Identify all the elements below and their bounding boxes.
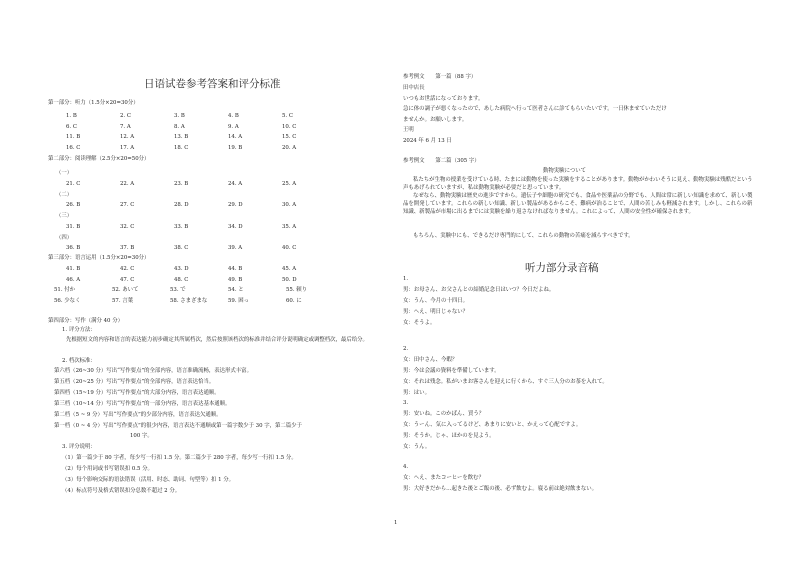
answer-item: 46. A: [66, 276, 81, 283]
essay2-paragraph: 私たちが生物の授業を受けている時、たまには動物を使った実験をすることがあります。動物がかわいそうに見え、動物実験は残酷だという声もあげられていますが、私は動物実験が必要だと思っています。: [403, 177, 753, 191]
dialog-line: 男：安いね。このかばん、買う？: [403, 411, 485, 417]
dialog-line: 女：へえ、またコーヒーを飲む？: [403, 475, 484, 481]
dialog-line: 男：お母さん、お父さんとの結婚記念日はいつ？今日だよね。: [403, 287, 555, 293]
answer-row: [66, 134, 336, 141]
answer-item: 38. C: [174, 245, 189, 251]
answer-item: 23. B: [174, 181, 189, 187]
answer-item: 14. A: [228, 134, 243, 140]
part3-heading: 第三部分：语言运用（1.5分×20=30分）: [48, 255, 150, 261]
answer-item: 37. B: [120, 245, 135, 251]
answer-item: 13. B: [174, 134, 189, 140]
scoring-note: （1）第一篇少于 80 字者，每少写一行扣 1.5 分。第二篇少于 280 字者，每少写一行扣 1.5 分。: [62, 455, 297, 461]
answer-item: 56. 少なく: [54, 297, 81, 304]
answer-item: 34. D: [228, 224, 243, 230]
answer-item: 51. 付か: [54, 287, 76, 293]
answer-item: 45. A: [282, 266, 297, 272]
answer-item: 12. A: [120, 134, 135, 140]
essay2-heading: 参考例文 第二篇（305 字）: [403, 158, 480, 164]
answer-item: 39. A: [228, 245, 243, 251]
section-label: （一）: [56, 170, 73, 176]
answer-item: 41. B: [66, 266, 81, 272]
answer-item: 16. C: [66, 144, 81, 151]
essay1-heading: 参考例文 第一篇（88 字）: [403, 74, 477, 80]
answer-item: 35. A: [282, 224, 297, 230]
answer-item: 50. D: [282, 276, 297, 283]
answer-item: 7. A: [120, 123, 131, 130]
answer-row: [66, 113, 336, 120]
answer-row: [66, 145, 336, 152]
answer-item: 8. A: [174, 123, 185, 130]
answer-item: 28. D: [174, 202, 189, 208]
essay1-line: 王明: [403, 127, 414, 134]
answer-item: 48. C: [174, 276, 189, 283]
dialog-line: 女：うん。: [403, 444, 431, 450]
answer-row: [54, 298, 344, 305]
answer-row: [66, 124, 336, 131]
answer-row: [54, 287, 344, 294]
dialog-line: 女：そうよ。: [403, 320, 436, 326]
answer-item: 53. で: [170, 287, 186, 293]
answer-item: 49. B: [228, 276, 243, 283]
dialog-number: 4.: [403, 464, 409, 470]
answer-item: 59. 困っ: [228, 297, 250, 304]
answer-item: 54. と: [228, 287, 244, 293]
essay2-title: 動物実験について: [543, 168, 587, 174]
grade-criterion: 第五档（20~25 分）写出“写作要点”的全部内容，语言表达恰当。: [54, 379, 215, 385]
answer-item: 15. C: [282, 134, 297, 140]
dialog-line: 女：田中さん、今暇？: [403, 357, 458, 363]
answer-item: 52. あいて: [112, 287, 139, 293]
essay1-line: いつもお世話になっております。: [403, 95, 484, 102]
listening-title: 听力部分录音稿: [525, 262, 599, 274]
answer-row: [66, 224, 336, 231]
dialog-line: 男：はい。: [403, 390, 430, 396]
scoring-method-text: 先根据短文的内容和语言的表达能力初步确定其所属档次，然后按照该档次的标准并结合评分说明确定或调整档次，最后给分。: [66, 337, 368, 343]
part2-heading: 第二部分：阅读理解（2.5分×20=50分）: [48, 156, 150, 162]
scoring-note: （3）每个影响交际的语法错误（活用、时态、助词、句型等）扣 1 分。: [62, 477, 235, 483]
essay2-paragraph: もちろん、実験中にも、できるだけ専門的にして、これらの動物の苦痛を減らすべきです。: [413, 233, 634, 239]
answer-item: 36. B: [66, 245, 81, 251]
part1-heading: 第一部分：听力（1.5分×20=30分）: [48, 100, 139, 106]
dialog-line: 男：そうか。じゃ、ほかのを見よう。: [403, 433, 495, 439]
grade-criterion: 第三档（10~14 分）写出“写作要点”的一部分内容，语言表达基本通顺。: [54, 401, 231, 407]
answer-item: 21. C: [66, 181, 81, 187]
grade-criterion: 第二档（5 ~ 9 分）写出“写作要点”的少部分内容，语言表达欠通顺。: [54, 412, 222, 418]
part4-heading: 第四部分：写作（满分 40 分）: [48, 318, 123, 324]
scoring-note: （2）每个用词或书写错误扣 0.5 分。: [62, 466, 153, 472]
answer-item: 22. A: [120, 181, 135, 187]
grade-criterion: 第六档（26~30 分）写出“写作要点”的全部内容，语言准确流畅，表达形式丰富。: [54, 368, 252, 374]
answer-item: 1. B: [66, 113, 77, 119]
answer-item: 9. A: [228, 123, 239, 130]
answer-item: 32. C: [120, 224, 135, 230]
grade-criterion: 第四档（15~19 分）写出“写作要点”的大部分内容，语言表达通顺。: [54, 390, 220, 396]
dialog-line: 女：うん、今月の十四日。: [403, 298, 469, 304]
answer-item: 25. A: [282, 181, 297, 187]
page-number: 1: [394, 520, 398, 526]
answer-item: 5. C: [282, 113, 293, 119]
answer-item: 10. C: [282, 123, 297, 130]
answer-item: 27. C: [120, 202, 135, 208]
essay1-line: 急に体の調子が悪くなったので、あした病院へ行って医者さんに診てもらいたいです。一日休ませていただけ: [403, 106, 667, 113]
essay2-paragraph: なぜなら、動物実験は歴史の進歩ですから。遺伝子や細胞の研究でも、食品や医薬品の分野でも、人間は常に新しい知識を求めて、新しい製品を開発しています。これらの新しい知識、新しい製品があるからこそ、難病が治ることで、人間の苦しみも軽減されます。しかし、これらの新知識、新製品が市場に出るまでには実験を繰り返さなければなりません。これによって、人間の安全性が確保されます。: [403, 193, 753, 215]
answer-item: 60. に: [286, 297, 302, 304]
dialog-line: 男：へえ、明日じゃない？: [403, 309, 469, 315]
scoring-note: （4）标点符号及格式错误扣分总数不超过 2 分。: [62, 488, 181, 494]
dialog-line: 男：今は会議の資料を準備しています。: [403, 368, 500, 374]
answer-item: 11. B: [66, 134, 81, 140]
answer-item: 24. A: [228, 181, 243, 187]
answer-row: [66, 277, 336, 284]
answer-row: [66, 181, 336, 188]
answer-item: 33. B: [174, 224, 189, 230]
answer-item: 58. さまざまな: [170, 297, 208, 304]
dialog-line: 男：大好きだから…起きた後とご飯の後、必ず飲むよ。寝る前は絶対飲まない。: [403, 486, 598, 492]
subheading: 1. 评分方法：: [62, 327, 96, 333]
answer-item: 55. 頼り: [286, 287, 308, 293]
answer-item: 47. C: [120, 276, 135, 283]
answer-item: 31. B: [66, 224, 81, 230]
section-label: （三）: [56, 213, 73, 219]
essay1-line: 2024 年 6 月 13 日: [403, 138, 452, 144]
answer-row: [66, 245, 336, 252]
answer-item: 44. B: [228, 266, 243, 272]
answer-item: 17. A: [120, 144, 135, 151]
essay1-line: ませんか。お願いします。: [403, 116, 468, 123]
answer-item: 40. C: [282, 245, 297, 251]
answer-item: 26. B: [66, 202, 81, 208]
answer-item: 18. C: [174, 144, 189, 151]
answer-item: 57. 言葉: [112, 297, 134, 304]
dialog-line: 女：うーん、気に入ってるけど、あまりに安いと、かえって心配ですよ。: [403, 422, 582, 428]
dialog-number: 1.: [403, 276, 409, 282]
grade-continuation: 100 字。: [130, 433, 153, 439]
answer-item: 2. C: [120, 113, 131, 119]
answer-row: [66, 202, 336, 209]
grade-criterion: 第一档（0 ~ 4 分）写出“写作要点”的很少内容，语言表达不通顺或第一篇字数少于 30 字，第二篇少于: [54, 423, 302, 429]
answer-item: 19. B: [228, 144, 243, 151]
answer-item: 30. A: [282, 202, 297, 208]
dialog-number: 3.: [403, 400, 409, 406]
answer-item: 6. C: [66, 123, 77, 130]
dialog-number: 2.: [403, 346, 409, 352]
section-label: （二）: [56, 192, 73, 198]
page-title: 日语试卷参考答案和评分标准: [144, 78, 281, 90]
answer-item: 42. C: [120, 266, 135, 272]
subheading: 2. 档次标准：: [62, 358, 96, 364]
answer-item: 20. A: [282, 144, 297, 151]
answer-item: 3. B: [174, 113, 185, 119]
essay1-line: 田中店長: [403, 85, 425, 91]
answer-item: 43. D: [174, 266, 189, 272]
section-label: （四）: [56, 235, 73, 241]
subheading: 3. 评分说明：: [62, 444, 96, 450]
answer-item: 29. D: [228, 202, 243, 208]
dialog-line: 女：それは残念。私がいまお客さんを迎えに行くから、すぐ三人分のお茶を入れて。: [403, 379, 608, 385]
answer-row: [66, 266, 336, 273]
answer-item: 4. B: [228, 113, 239, 119]
